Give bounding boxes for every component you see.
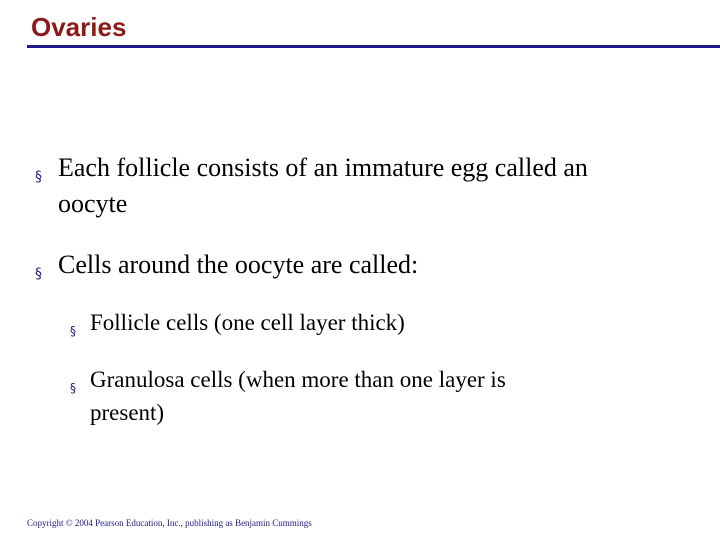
- sub-bullet-marker-icon: §: [70, 381, 76, 395]
- bullet-item: [35, 151, 588, 185]
- bullet-text: oocyte: [58, 189, 128, 218]
- slide-title: Ovaries: [31, 12, 127, 42]
- bullet-text: Cells around the oocyte are called:: [58, 250, 419, 279]
- sub-bullet-marker-icon: §: [70, 324, 76, 338]
- sub-bullet-item: [70, 364, 506, 396]
- sub-bullet-continuation: [90, 397, 164, 429]
- sub-bullet-text: Follicle cells (one cell layer thick): [90, 310, 405, 335]
- bullet-continuation: [58, 187, 127, 221]
- sub-bullet-text: present): [90, 400, 165, 425]
- bullet-item: [35, 248, 419, 282]
- bullet-marker-icon: §: [35, 169, 42, 185]
- sub-bullet-text: Granulosa cells (when more than one layer is: [90, 367, 506, 392]
- sub-bullet-item: [70, 307, 405, 339]
- copyright-footer: Copyright © 2004 Pearson Education, Inc., publishing as Benjamin Cummings: [27, 518, 312, 528]
- bullet-marker-icon: §: [35, 266, 42, 282]
- bullet-text: Each follicle consists of an immature egg called an: [58, 153, 588, 182]
